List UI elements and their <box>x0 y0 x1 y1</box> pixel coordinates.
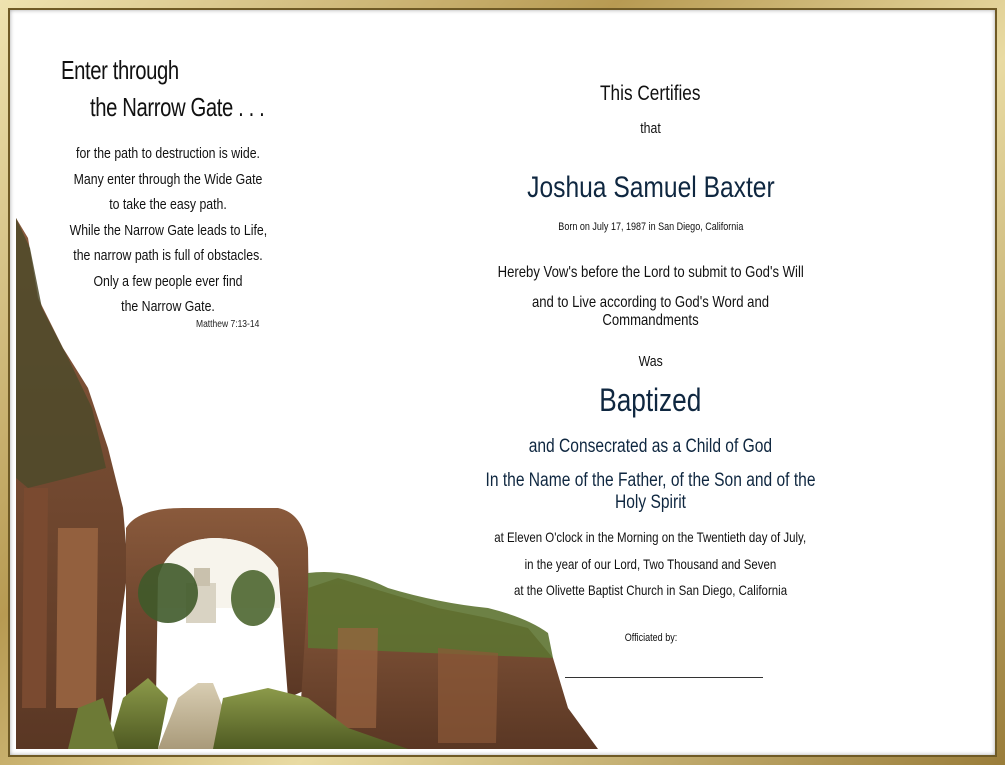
verse-body <box>48 141 288 320</box>
vow-line2: and to Live according to God's Word and Commandments <box>531 294 770 329</box>
verse-title-line1: Enter through <box>61 55 179 85</box>
verse-line: While the Narrow Gate leads to Life, <box>69 221 268 239</box>
verse-reference: Matthew 7:13-14 <box>196 319 260 330</box>
verse-title-line2: the Narrow Gate . . . <box>90 92 265 122</box>
consecrated-line2: In the Name of the Father, of the Son and of the Holy Spirit <box>485 470 816 513</box>
birth-info: Born on July 17, 1987 in San Diego, California <box>557 221 744 233</box>
this-certifies-row <box>448 82 853 106</box>
consecrated-line1: and Consecrated as a Child of God <box>528 436 773 457</box>
was-text: Was <box>638 353 663 370</box>
that-row <box>448 120 853 137</box>
baptized-row <box>448 382 853 419</box>
time-line1: at Eleven O'clock in the Morning on the Twentieth day of July, <box>494 529 807 545</box>
verse-line: to take the easy path. <box>109 196 227 213</box>
vow-line1: Hereby Vow's before the Lord to submit to God's Will <box>497 264 804 281</box>
birth-info-row <box>448 221 853 233</box>
recipient-name: Joshua Samuel Baxter <box>526 171 775 204</box>
verse-line: Only a few people ever find <box>93 272 243 290</box>
recipient-name-row <box>448 171 853 205</box>
time-line2-row <box>448 556 853 572</box>
was-row <box>448 353 853 370</box>
consecrated-line1-row <box>448 436 853 458</box>
signature-line <box>565 677 763 678</box>
verse-line: the Narrow Gate. <box>121 298 215 315</box>
verse-line: the narrow path is full of obstacles. <box>73 247 263 264</box>
consecrated-line2-row <box>448 470 853 514</box>
time-line3-row <box>448 582 853 598</box>
baptized-heading: Baptized <box>599 382 702 418</box>
vow-line2-row <box>448 294 853 330</box>
certificate-page <box>8 8 997 757</box>
time-line3: at the Olivette Baptist Church in San Diego, California <box>513 582 788 598</box>
that-text: that <box>640 120 661 137</box>
officiated-row <box>448 632 853 644</box>
time-line2: in the year of our Lord, Two Thousand and Seven <box>524 556 777 572</box>
this-certifies: This Certifies <box>600 82 701 105</box>
verse-line: for the path to destruction is wide. <box>76 145 260 162</box>
verse-line: Many enter through the Wide Gate <box>73 170 263 188</box>
vow-line1-row <box>448 264 853 282</box>
time-line1-row <box>448 529 853 545</box>
officiated-by-label: Officiated by: <box>624 632 677 644</box>
